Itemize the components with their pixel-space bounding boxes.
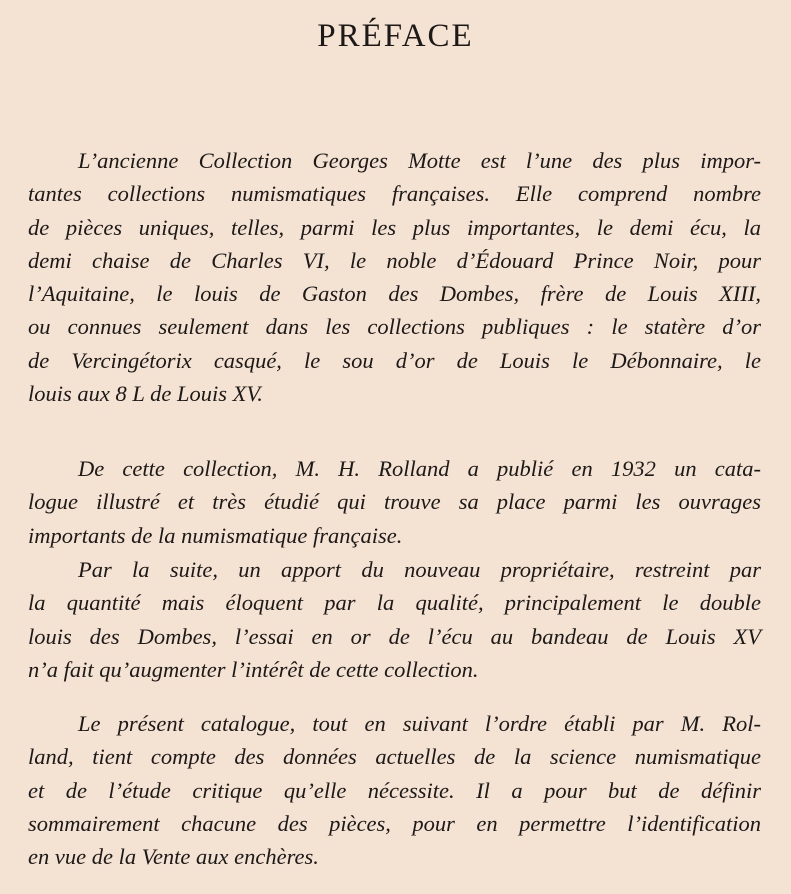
text-line: louis aux 8 L de Louis XV. bbox=[28, 381, 263, 407]
text-line: la quantité mais éloquent par la qualité, principalement le double bbox=[28, 590, 761, 616]
text-line: logue illustré et très étudié qui trouve sa place parmi les ouvrages bbox=[28, 489, 761, 515]
text-line: en vue de la Vente aux enchères. bbox=[28, 844, 319, 870]
text-line: Le présent catalogue, tout en suivant l’ordre établi par M. Rol- bbox=[78, 711, 761, 736]
text-line: de Vercingétorix casqué, le sou d’or de Louis le Débonnaire, le bbox=[28, 347, 761, 373]
text-line: importants de la numismatique française. bbox=[28, 522, 403, 548]
text-line: l’Aquitaine, le louis de Gaston des Dombes, frère de Louis XIII, bbox=[28, 281, 761, 307]
paragraph-1 bbox=[28, 144, 761, 410]
text-line: L’ancienne Collection Georges Motte est l’une des plus impor- bbox=[78, 148, 761, 173]
paragraph-4 bbox=[28, 707, 761, 873]
text-line: n’a fait qu’augmenter l’intérêt de cette collection. bbox=[28, 656, 479, 682]
text-line: ou connues seulement dans les collections publiques : le statère d’or bbox=[28, 314, 761, 340]
paragraph-2 bbox=[28, 452, 761, 552]
text-line: demi chaise de Charles VI, le noble d’Édouard Prince Noir, pour bbox=[28, 247, 761, 273]
paragraph-3 bbox=[28, 553, 761, 686]
text-line: De cette collection, M. H. Rolland a publié en 1932 un cata- bbox=[78, 456, 761, 481]
text-line: tantes collections numismatiques françaises. Elle comprend nombre bbox=[28, 181, 761, 207]
page-title: PRÉFACE bbox=[317, 18, 474, 54]
text-line: sommairement chacune des pièces, pour en permettre l’identification bbox=[28, 810, 761, 836]
text-line: et de l’étude critique qu’elle nécessite. Il a pour but de définir bbox=[28, 777, 761, 803]
text-line: land, tient compte des données actuelles de la science numismatique bbox=[28, 744, 761, 770]
text-line: louis des Dombes, l’essai en or de l’écu au bandeau de Louis XV bbox=[28, 623, 761, 649]
text-line: Par la suite, un apport du nouveau propriétaire, restreint par bbox=[78, 557, 761, 582]
text-line: de pièces uniques, telles, parmi les plus importantes, le demi écu, la bbox=[28, 214, 761, 240]
